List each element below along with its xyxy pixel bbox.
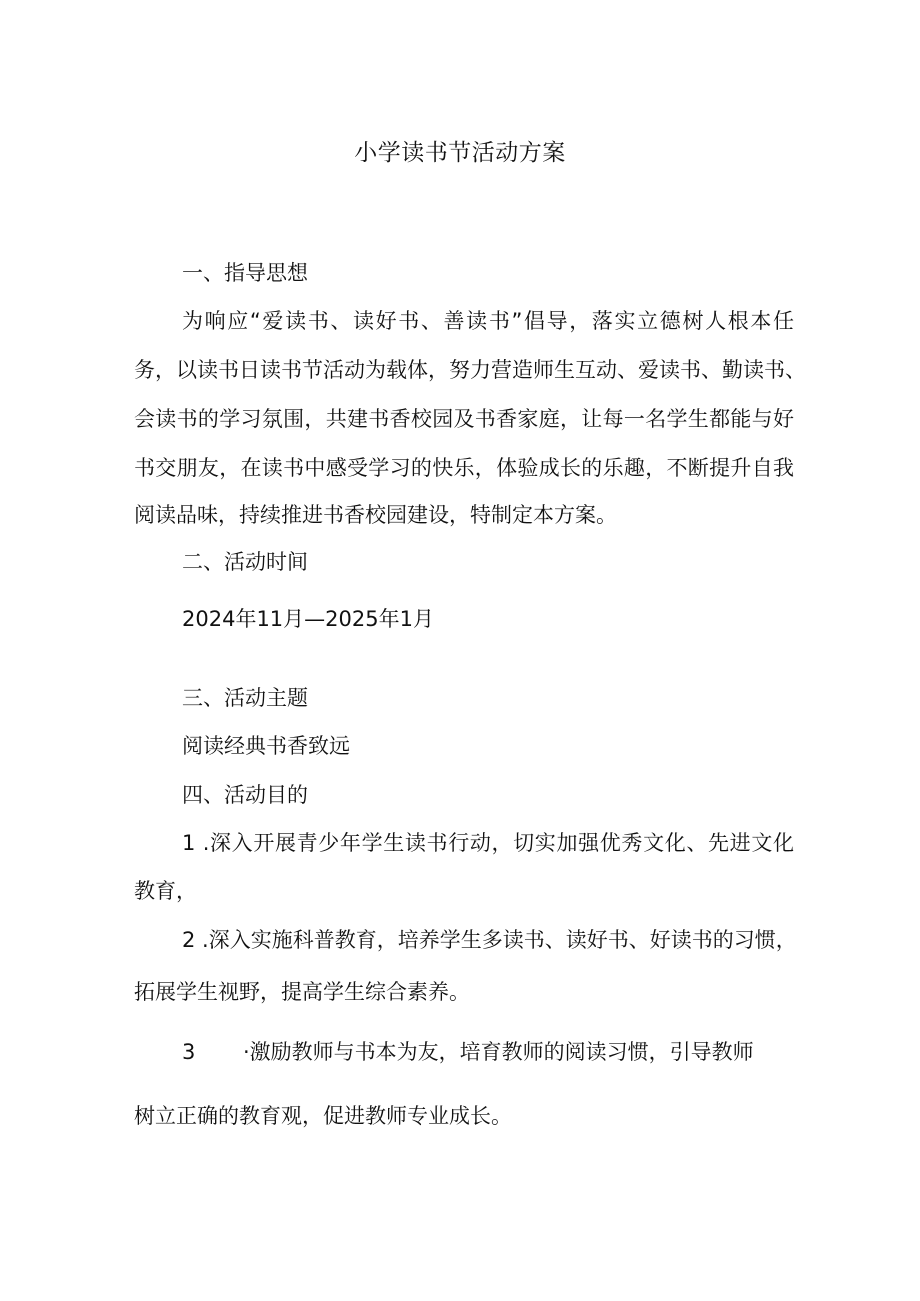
section-heading-activity-time: 二、活动时间 <box>182 550 308 574</box>
paragraph-line: 书交朋友，在读书中感受学习的快乐，体验成长的乐趣，不断提升自我 <box>134 456 794 480</box>
paragraph-line: 阅读品味，持续推进书香校园建设，特制定本方案。 <box>134 503 617 527</box>
purpose-item-1-line-2: 教育， <box>134 879 197 903</box>
purpose-item-3-number: 3 <box>182 1040 196 1064</box>
purpose-item-2-line-2: 拓展学生视野，提高学生综合素养。 <box>134 980 470 1004</box>
paragraph-line: 为响应“爱读书、读好书、善读书”倡导，落实立德树人根本任 <box>182 309 794 333</box>
activity-time-value: 2024年11月—2025年1月 <box>182 607 434 631</box>
section-heading-guiding-thought: 一、指导思想 <box>182 261 308 285</box>
purpose-item-3-line-1: ·激励教师与书本为友，培育教师的阅读习惯，引导教师 <box>243 1040 754 1064</box>
activity-theme-value: 阅读经典书香致远 <box>182 734 350 758</box>
paragraph-line: 务，以读书日读书节活动为载体，努力营造师生互动、爱读书、勤读书、 <box>134 358 806 382</box>
purpose-item-3-line-2: 树立正确的教育观，促进教师专业成长。 <box>134 1104 512 1128</box>
section-heading-activity-purpose: 四、活动目的 <box>182 783 308 807</box>
paragraph-line: 会读书的学习氛围，共建书香校园及书香家庭，让每一名学生都能与好 <box>134 407 794 431</box>
purpose-item-2-line-1: 2 .深入实施科普教育，培养学生多读书、读好书、好读书的习惯， <box>182 928 797 952</box>
section-heading-activity-theme: 三、活动主题 <box>182 686 308 710</box>
document-title: 小学读书节活动方案 <box>354 140 566 166</box>
purpose-item-1-line-1: 1 .深入开展青少年学生读书行动，切实加强优秀文化、先进文化 <box>182 831 794 855</box>
